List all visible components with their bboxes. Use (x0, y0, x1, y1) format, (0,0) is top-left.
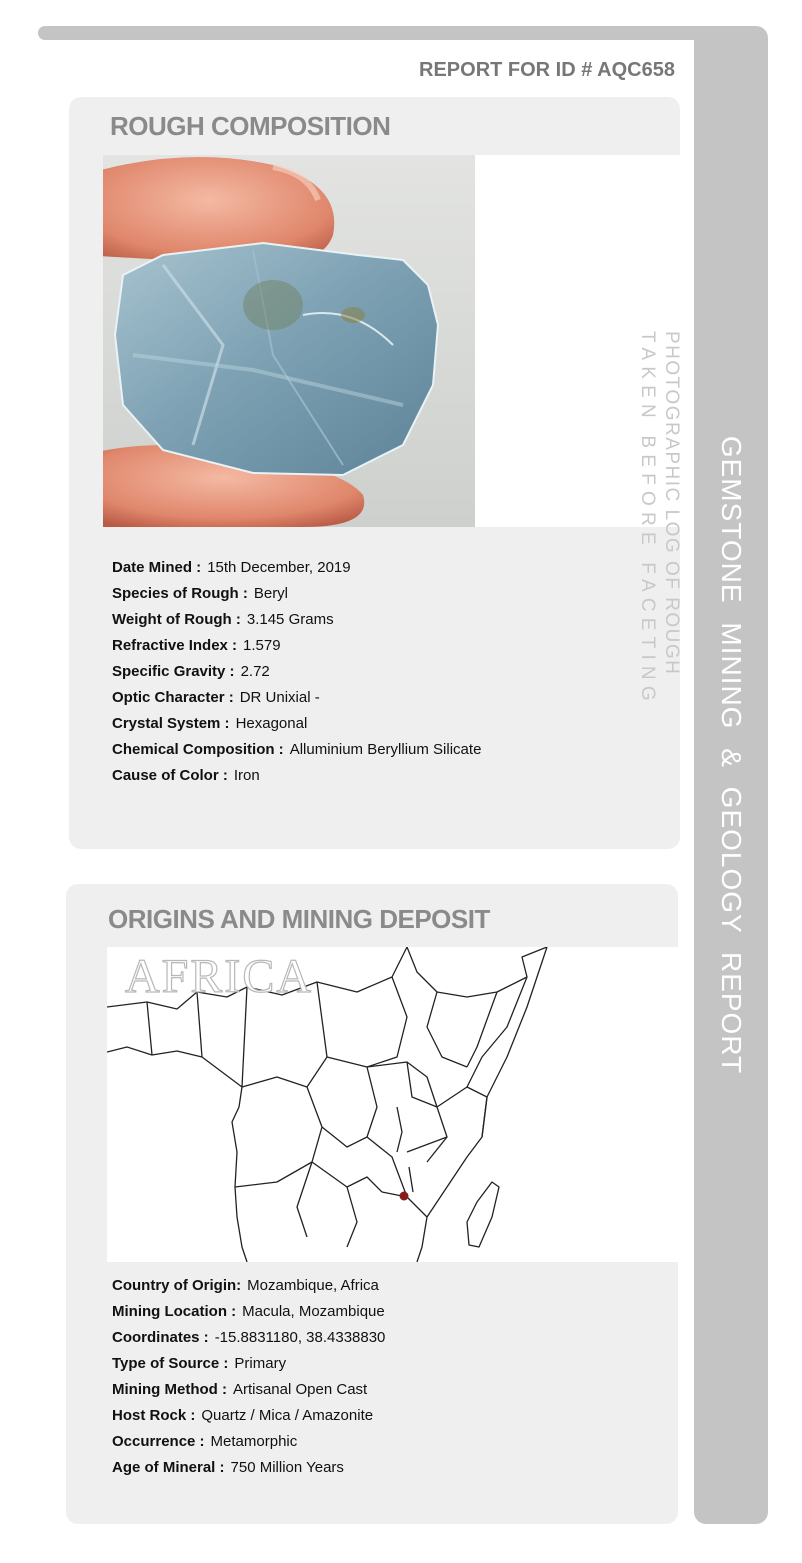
spec-row (112, 633, 481, 659)
photo-caption (635, 331, 683, 707)
spec-label: Host Rock : (112, 1407, 196, 1424)
side-title: GEMSTONE MINING & GEOLOGY REPORT (716, 435, 747, 1075)
spec-value: Mozambique, Africa (247, 1277, 379, 1294)
spec-value: Hexagonal (235, 715, 308, 732)
spec-value: 15th December, 2019 (207, 559, 351, 576)
spec-row (112, 1299, 385, 1325)
photo-caption-line-1: PHOTOGRAPHIC LOG OF ROUGH (661, 331, 682, 676)
spec-row (112, 1455, 385, 1481)
spec-value: Macula, Mozambique (242, 1303, 385, 1320)
spec-row (112, 711, 481, 737)
spec-value: 750 Million Years (230, 1459, 344, 1476)
spec-row (112, 1351, 385, 1377)
spec-row (112, 607, 481, 633)
spec-label: Crystal System : (112, 715, 230, 732)
spec-label: Optic Character : (112, 689, 234, 706)
spec-value: DR Unixial - (239, 689, 320, 706)
spec-label: Date Mined : (112, 559, 202, 576)
spec-row (112, 1273, 385, 1299)
map-illustration (107, 947, 678, 1262)
rough-composition-card (69, 97, 680, 849)
report-id: REPORT FOR ID # AQC658 (419, 59, 675, 81)
origins-specs-list (112, 1273, 385, 1481)
origins-title: ORIGINS AND MINING DEPOSIT (108, 904, 490, 934)
spec-value: -15.8831180, 38.4338830 (214, 1329, 386, 1346)
spec-value: 3.145 Grams (246, 611, 334, 628)
spec-value: Primary (234, 1355, 287, 1372)
origins-card (66, 884, 678, 1524)
spec-label: Weight of Rough : (112, 611, 241, 628)
spec-row (112, 1325, 385, 1351)
spec-row (112, 555, 481, 581)
rough-specs-list (112, 555, 481, 789)
spec-label: Refractive Index : (112, 637, 238, 654)
photo-caption-line-2: TAKEN BEFORE FACETING (637, 331, 658, 707)
gem-photo-illustration (103, 155, 475, 527)
spec-value: 1.579 (243, 637, 281, 654)
deposit-location-marker (400, 1192, 409, 1201)
map-label: AFRICA (125, 950, 314, 1003)
spec-value: 2.72 (240, 663, 270, 680)
spec-row (112, 659, 481, 685)
spec-row (112, 1403, 385, 1429)
spec-row (112, 685, 481, 711)
spec-value: Iron (233, 767, 260, 784)
spec-value: Alluminium Beryllium Silicate (289, 741, 482, 758)
spec-row (112, 1429, 385, 1455)
rough-gem-photo (103, 155, 475, 527)
spec-value: Artisanal Open Cast (232, 1381, 368, 1398)
spec-label: Chemical Composition : (112, 741, 284, 758)
spec-label: Mining Location : (112, 1303, 237, 1320)
spec-value: Quartz / Mica / Amazonite (201, 1407, 374, 1424)
top-bar (38, 26, 728, 40)
spec-value: Metamorphic (210, 1433, 298, 1450)
spec-value: Beryl (253, 585, 289, 602)
spec-row (112, 1377, 385, 1403)
spec-row (112, 763, 481, 789)
spec-label: Type of Source : (112, 1355, 229, 1372)
spec-label: Cause of Color : (112, 767, 228, 784)
spec-row (112, 737, 481, 763)
africa-map (107, 947, 678, 1262)
rough-composition-title: ROUGH COMPOSITION (110, 111, 391, 141)
spec-label: Specific Gravity : (112, 663, 235, 680)
spec-label: Coordinates : (112, 1329, 209, 1346)
spec-label: Age of Mineral : (112, 1459, 225, 1476)
spec-label: Mining Method : (112, 1381, 227, 1398)
spec-label: Occurrence : (112, 1433, 205, 1450)
spec-row (112, 581, 481, 607)
spec-label: Species of Rough : (112, 585, 248, 602)
spec-label: Country of Origin: (112, 1277, 242, 1294)
